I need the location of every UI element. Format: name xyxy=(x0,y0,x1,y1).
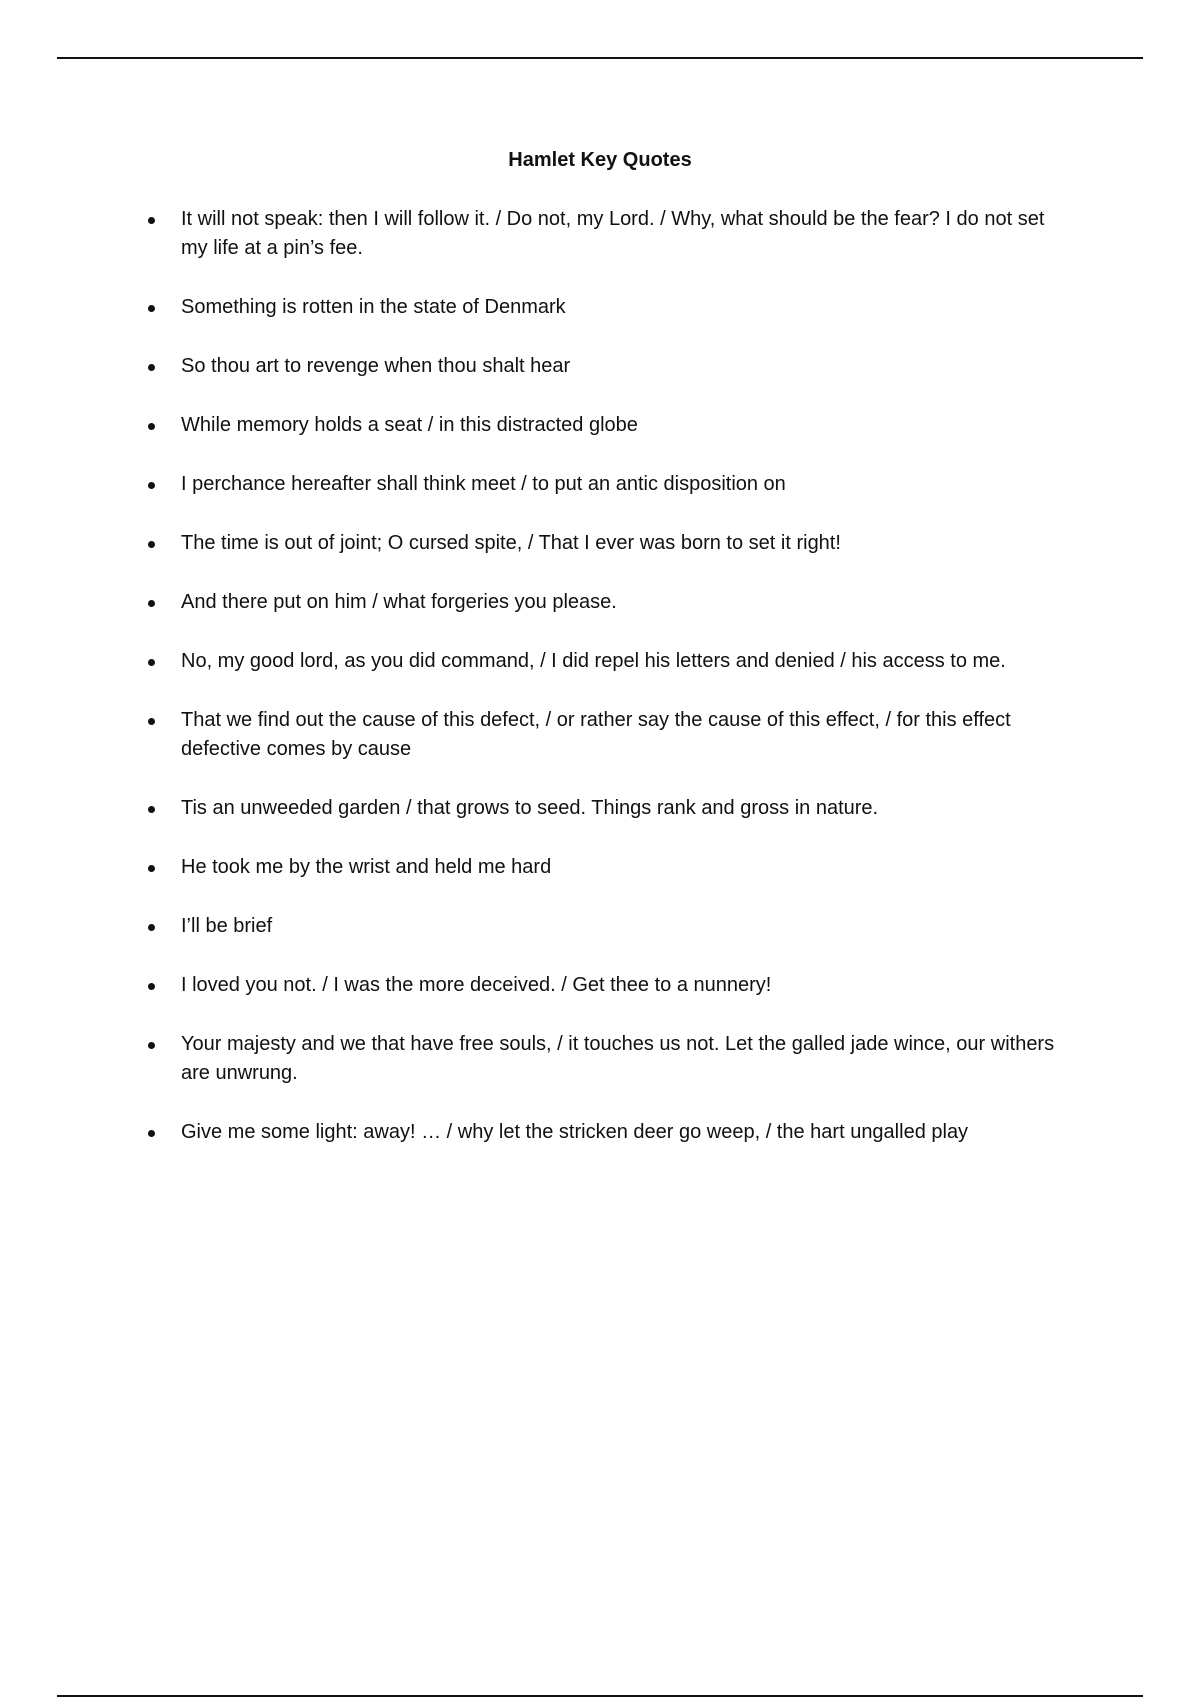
bullet-icon xyxy=(148,423,155,430)
quote-item xyxy=(181,205,1061,263)
quote-text: He took me by the wrist and held me hard xyxy=(181,856,552,878)
header-rule xyxy=(57,57,1143,59)
quote-item xyxy=(181,293,1061,322)
bullet-icon xyxy=(148,364,155,371)
quote-text: It will not speak: then I will follow it. / Do not, my Lord. / Why, what should be the fear? I do not set my life at a pin’s fee. xyxy=(181,208,1045,259)
quote-text: Tis an unweeded garden / that grows to seed. Things rank and gross in nature. xyxy=(181,797,879,819)
quote-text: Give me some light: away! … / why let the stricken deer go weep, / the hart ungalled play xyxy=(181,1121,969,1143)
quote-text: That we find out the cause of this defect, / or rather say the cause of this effect, / for this effect defective comes by cause xyxy=(181,709,1011,760)
bullet-icon xyxy=(148,806,155,813)
quote-item xyxy=(181,1030,1061,1088)
quote-list xyxy=(181,205,1061,1177)
quote-item xyxy=(181,352,1061,381)
bullet-icon xyxy=(148,924,155,931)
bullet-icon xyxy=(148,305,155,312)
bullet-icon xyxy=(148,718,155,725)
bullet-icon xyxy=(148,1130,155,1137)
bullet-icon xyxy=(148,865,155,872)
quote-text: The time is out of joint; O cursed spite, / That I ever was born to set it right! xyxy=(181,532,841,554)
quote-item xyxy=(181,794,1061,823)
quote-text: While memory holds a seat / in this distracted globe xyxy=(181,414,638,436)
quote-text: And there put on him / what forgeries you please. xyxy=(181,591,617,613)
quote-item xyxy=(181,588,1061,617)
quote-item xyxy=(181,470,1061,499)
page-title: Hamlet Key Quotes xyxy=(508,149,692,171)
footer-rule xyxy=(57,1695,1143,1697)
quote-text: I’ll be brief xyxy=(181,915,273,937)
quote-text: I loved you not. / I was the more deceived. / Get thee to a nunnery! xyxy=(181,974,772,996)
quote-item xyxy=(181,647,1061,676)
quote-item xyxy=(181,411,1061,440)
quote-item xyxy=(181,706,1061,764)
quote-text: So thou art to revenge when thou shalt hear xyxy=(181,355,571,377)
bullet-icon xyxy=(148,983,155,990)
quote-item xyxy=(181,1118,1061,1147)
quote-item xyxy=(181,912,1061,941)
bullet-icon xyxy=(148,217,155,224)
quote-item xyxy=(181,529,1061,558)
quote-text: Your majesty and we that have free souls, / it touches us not. Let the galled jade wince, our withers are unwrung. xyxy=(181,1033,1055,1084)
bullet-icon xyxy=(148,541,155,548)
bullet-icon xyxy=(148,600,155,607)
bullet-icon xyxy=(148,482,155,489)
quote-text: Something is rotten in the state of Denmark xyxy=(181,296,566,318)
bullet-icon xyxy=(148,1042,155,1049)
quote-text: I perchance hereafter shall think meet / to put an antic disposition on xyxy=(181,473,786,495)
quote-text: No, my good lord, as you did command, / I did repel his letters and denied / his access to me. xyxy=(181,650,1006,672)
quote-item xyxy=(181,971,1061,1000)
quote-item xyxy=(181,853,1061,882)
bullet-icon xyxy=(148,659,155,666)
